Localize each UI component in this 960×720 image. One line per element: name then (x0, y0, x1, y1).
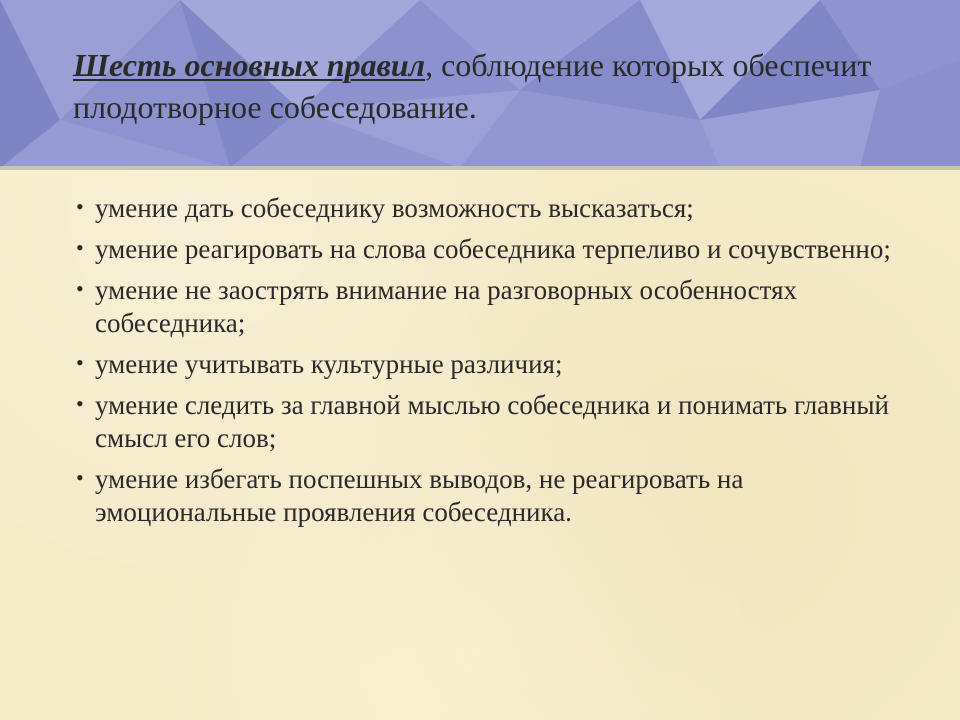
list-item-text: умение учитывать культурные различия; (95, 349, 563, 379)
rules-list (76, 192, 896, 529)
list-item-text: умение дать собеседнику возможность высказаться; (95, 193, 694, 223)
list-item (76, 192, 896, 225)
list-item-text: умение избегать поспешных выводов, не реагировать на эмоциональные проявления собеседника. (95, 464, 744, 527)
list-item (76, 389, 896, 455)
bullet-icon: • (76, 194, 84, 219)
bullet-icon: • (76, 235, 84, 260)
list-item (76, 463, 896, 529)
bullet-icon: • (76, 391, 84, 416)
list-item-text: умение реагировать на слова собеседника терпеливо и сочувственно; (95, 234, 891, 264)
list-item (76, 233, 896, 266)
list-item-text: умение не заострять внимание на разговорных особенностях собеседника; (95, 275, 797, 338)
list-item-text: умение следить за главной мыслью собеседника и понимать главный смысл его слов; (95, 390, 889, 453)
content-area (76, 192, 896, 537)
title-rest: , соблюдение которых обеспечит плодотворное собеседование. (73, 47, 872, 125)
bullet-icon: • (76, 350, 84, 375)
bullet-icon: • (76, 276, 84, 301)
title-emphasis: Шесть основных правил (73, 47, 426, 83)
slide-title (73, 44, 913, 128)
header-divider (0, 166, 960, 170)
list-item (76, 274, 896, 340)
list-item (76, 348, 896, 381)
bullet-icon: • (76, 465, 84, 490)
